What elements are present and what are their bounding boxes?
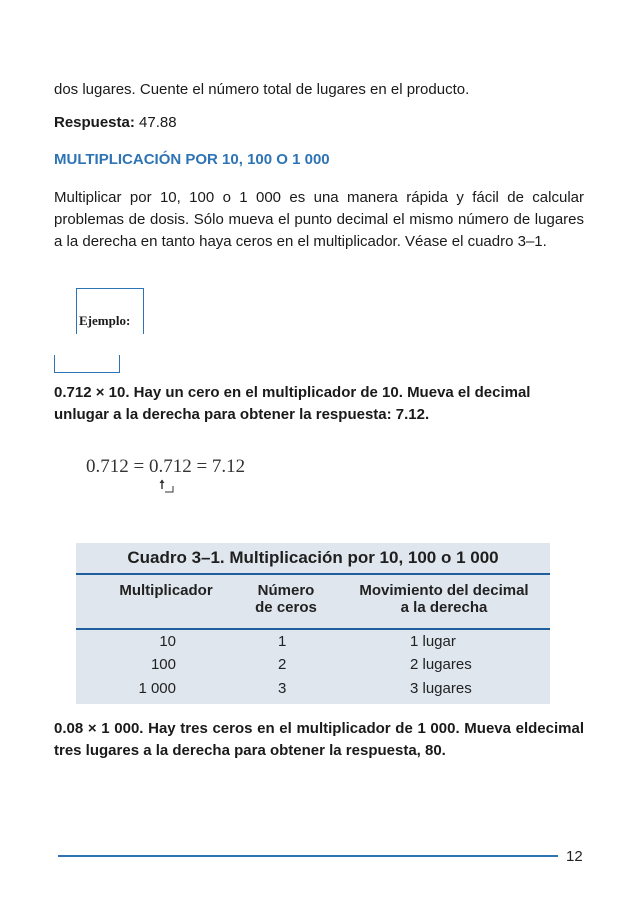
decimal-move-arrow-icon xyxy=(158,478,174,494)
answer-line xyxy=(54,112,177,134)
multiplication-table xyxy=(76,543,550,704)
table-cell: 1 xyxy=(278,633,287,650)
table-title: Cuadro 3–1. Multiplicación por 10, 100 o 1 000 xyxy=(127,548,499,567)
table-header-movimiento: Movimiento del decimal a la derecha xyxy=(359,582,529,616)
example-equation: 0.712 = 0.712 = 7.12 xyxy=(86,456,246,477)
section-heading: MULTIPLICACIÓN POR 10, 100 O 1 000 xyxy=(54,151,330,168)
answer-value: 47.88 xyxy=(139,114,177,131)
footer-rule xyxy=(58,855,558,857)
example-foot-frame xyxy=(54,355,120,373)
table-cell: 2 lugares xyxy=(410,656,472,673)
table-header-multiplicador: Multiplicador xyxy=(119,582,213,599)
table-cell: 100 xyxy=(150,656,176,673)
table-cell: 1 lugar xyxy=(410,633,456,650)
page-number: 12 xyxy=(566,848,583,865)
example-text: 0.712 × 10. Hay un cero en el multiplicador de 10. Mueva el decimal unlugar a la derecha para obtener la respuesta: 7.12. xyxy=(54,384,531,423)
table-cell: 2 xyxy=(278,656,287,673)
table-top-rule xyxy=(76,573,550,575)
table-cell: 3 lugares xyxy=(410,680,472,697)
table-header-numero-ceros: Número de ceros xyxy=(255,582,317,616)
intro-line: dos lugares. Cuente el número total de lugares en el producto. xyxy=(54,81,470,98)
answer-label: Respuesta: xyxy=(54,114,135,131)
section-paragraph: Multiplicar por 10, 100 o 1 000 es una manera rápida y fácil de calcular problemas de dosis. Sólo mueva el punto decimal el mismo número de lugares a la derecha en tanto haya ceros en el multiplicador. Véase el cuadro 3–1. xyxy=(54,189,584,250)
table-cell: 3 xyxy=(278,680,287,697)
table-cell: 1 000 xyxy=(138,680,176,697)
table-cell: 10 xyxy=(159,633,176,650)
example-label: Ejemplo: xyxy=(79,313,131,328)
example2-text: 0.08 × 1 000. Hay tres ceros en el multiplicador de 1 000. Mueva eldecimal tres lugares a la derecha para obtener la respuesta, 80. xyxy=(54,720,584,759)
